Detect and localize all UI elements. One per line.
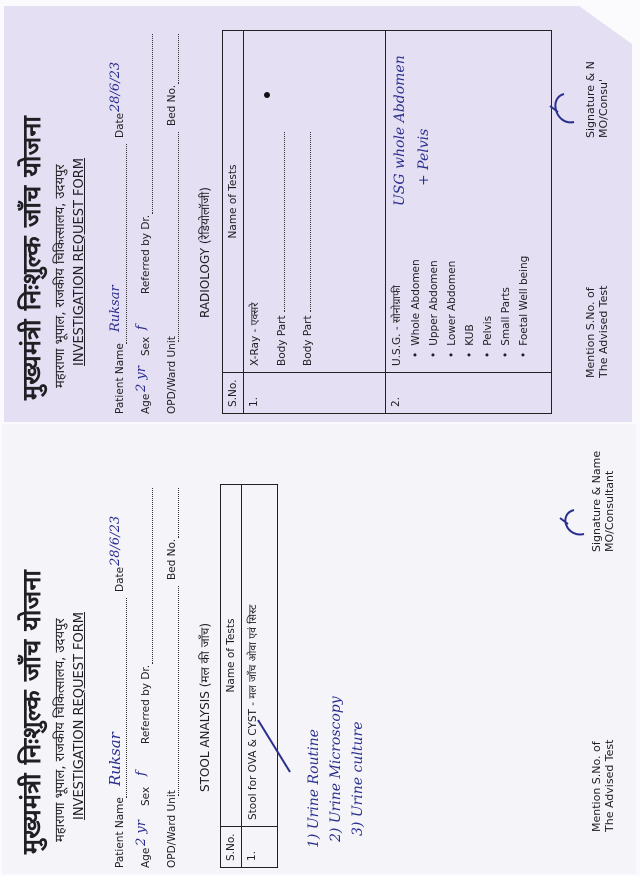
usg-note-line1: USG whole Abdomen <box>392 55 408 206</box>
body-part-field <box>276 37 288 366</box>
sno-header: S.No. <box>221 827 242 868</box>
sex-label: Sex <box>140 336 152 356</box>
row-test <box>244 31 386 373</box>
radiology-request-form <box>8 6 628 418</box>
table-header-row <box>223 31 244 414</box>
mention-sno-note <box>590 740 616 832</box>
body-part-line <box>310 132 311 312</box>
usg-test-label: U.S.G. - सोनोग्राफी <box>391 285 403 366</box>
section-title: RADIOLOGY (रेडियोलॉजी) <box>198 187 212 318</box>
date-label: Date <box>114 112 126 138</box>
tests-header: Name of Tests <box>221 485 242 827</box>
signature-line-1: Signature & N <box>584 61 597 138</box>
age-value[interactable]: 2 yr <box>134 366 149 392</box>
mention-line-2: The Advised Test <box>597 285 610 378</box>
patient-name-line <box>126 144 127 344</box>
sex-label: Sex <box>140 786 152 806</box>
referred-by-label: Referred by Dr. <box>140 664 152 744</box>
row-sno: 1. <box>242 827 278 868</box>
ink-dot <box>264 92 270 98</box>
body-part-line <box>284 132 285 312</box>
patient-name-line <box>126 598 127 798</box>
signature-line-1: Signature & Name <box>590 450 603 552</box>
patient-name-label: Patient Name <box>114 343 126 414</box>
usg-note-line2: + Pelvis <box>416 128 432 186</box>
body-part-label: Body Part <box>276 315 288 366</box>
list-item[interactable]: • Foetal Well being <box>518 37 530 358</box>
date-value[interactable]: 28/6/23 <box>108 515 123 566</box>
mention-line-2: The Advised Test <box>603 739 616 832</box>
row-sno: 2. <box>386 373 552 414</box>
date-value[interactable]: 28/6/23 <box>108 61 123 112</box>
opd-ward-label: OPD/Ward Unit <box>166 336 178 414</box>
tests-table <box>220 484 278 868</box>
row-test: Stool for OVA & CYST - मल जाँच ओवा एवं सिस्ट <box>242 485 278 827</box>
list-item[interactable]: • Upper Abdomen <box>428 37 440 358</box>
list-item[interactable]: • Small Parts <box>500 37 512 358</box>
form-title: मुख्यमंत्री निःशुल्क जाँच योजना <box>17 569 46 854</box>
stool-analysis-request-form <box>6 424 626 872</box>
opd-ward-line <box>178 132 179 342</box>
table-header-row <box>221 485 242 868</box>
section-title: STOOL ANALYSIS (मल की जाँच) <box>198 622 212 792</box>
patient-name-value[interactable]: Ruksar <box>108 285 123 332</box>
row-test <box>386 31 552 373</box>
form-title: मुख्यमंत्री निःशुल्क जाँच योजना <box>17 115 46 400</box>
form-name: INVESTIGATION REQUEST FORM <box>72 611 87 820</box>
note-line-1: 1) Urine Routine <box>306 729 322 848</box>
row-sno: 1. <box>244 373 386 414</box>
age-label: Age <box>140 847 152 868</box>
signature-line-2: MO/Consultant <box>603 470 616 552</box>
list-item[interactable]: • Whole Abdomen <box>410 37 422 358</box>
note-line-2: 2) Urine Microscopy <box>328 696 344 842</box>
doctor-signature <box>554 502 590 542</box>
age-label: Age <box>140 393 152 414</box>
mention-sno-note <box>584 286 610 378</box>
table-row <box>386 31 552 414</box>
tests-header: Name of Tests <box>223 31 244 373</box>
sex-value[interactable]: f <box>134 325 149 330</box>
bed-no-label: Bed No. <box>166 538 178 580</box>
note-line-3: 3) Urine culture <box>350 721 366 836</box>
mention-line-1: Mention S.No. of <box>584 287 597 378</box>
signature-line-2: MO/Consu' <box>597 79 610 138</box>
tests-table <box>222 30 552 414</box>
xray-test-label: X-Ray - एक्सरे <box>249 302 261 366</box>
body-part-label: Body Part <box>302 315 314 366</box>
sno-header: S.No. <box>223 373 244 414</box>
sex-value[interactable]: f <box>134 771 149 776</box>
patient-name-value[interactable]: Ruksar <box>106 732 124 786</box>
bed-no-label: Bed No. <box>166 84 178 126</box>
date-label: Date <box>114 566 126 592</box>
opd-ward-line <box>178 586 179 796</box>
doctor-signature <box>546 88 582 128</box>
usg-options-list <box>410 37 530 358</box>
referred-by-line <box>152 488 153 664</box>
body-part-field <box>302 37 314 366</box>
list-item[interactable]: • Pelvis <box>482 37 494 358</box>
referred-by-line <box>152 34 153 214</box>
tick-mark <box>256 716 292 776</box>
mention-line-1: Mention S.No. of <box>590 741 603 832</box>
age-value[interactable]: 2 yr <box>134 820 149 846</box>
signature-block <box>584 61 610 138</box>
bed-no-line <box>178 34 179 84</box>
signature-block <box>590 451 616 552</box>
list-item[interactable]: • Lower Abdomen <box>446 37 458 358</box>
table-row <box>242 485 278 868</box>
opd-ward-label: OPD/Ward Unit <box>166 790 178 868</box>
table-row <box>244 31 386 414</box>
hospital-name: महाराणा भूपाल, राजकीय चिकित्सालय, उदयपुर <box>53 164 68 388</box>
bed-no-line <box>178 488 179 538</box>
patient-name-label: Patient Name <box>114 797 126 868</box>
list-item[interactable]: • KUB <box>464 37 476 358</box>
hospital-name: महाराणा भूपाल, राजकीय चिकित्सालय, उदयपुर <box>53 618 68 842</box>
form-name: INVESTIGATION REQUEST FORM <box>72 157 87 366</box>
referred-by-label: Referred by Dr. <box>140 214 152 294</box>
